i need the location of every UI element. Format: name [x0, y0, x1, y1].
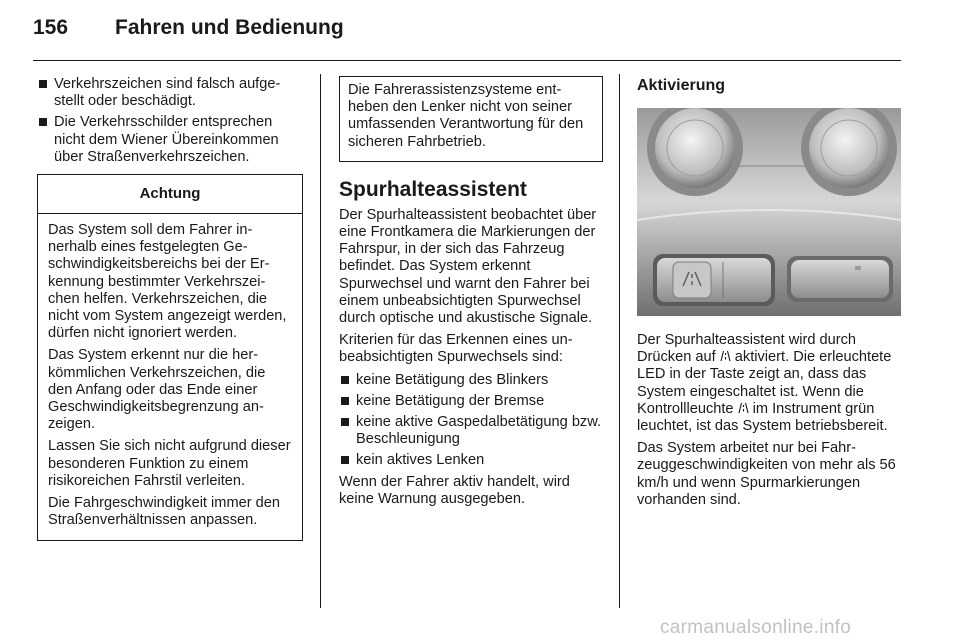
column-2 [339, 76, 603, 513]
closing-paragraph: Wenn der Fahrer aktiv handelt, wird keine Warnung ausgegeben. [339, 473, 570, 507]
warning-paragraph: Das System erkennt nur die herkömmlichen Verkehrszeichen, die den Anfang oder das Ende einer Geschwindigkeitsbegrenzung anzeigen. [48, 347, 266, 433]
section-title: Spurhalteassistent [339, 177, 527, 201]
bullet-icon [39, 80, 47, 88]
list-item: Verkehrszeichen sind falsch aufgestellt oder beschädigt. [37, 76, 305, 110]
list-item: kein aktives Lenken [339, 452, 603, 469]
button-photo [637, 108, 901, 316]
intro-paragraph: Der Spurhalteassistent beobachtet über eine Frontkamera die Markierungen der Fahrspur, in der sich das Fahrzeug befindet. Das System erkennt Spurwechsel und warnt den Fahrer bei einem unbeabsichtigten Spurwechsel durch optische und akustische Signale. [339, 206, 597, 327]
bullet-icon [341, 456, 349, 464]
bullet-icon [341, 397, 349, 405]
criteria-list [339, 372, 603, 470]
warning-paragraph: Das System soll dem Fahrer innerhalb eines festgelegten Geschwindigkeitsbereichs bei der Erkennung bestimmter Verkehrszeichen helfen. Verkehrszeichen, die nicht vom System angezeigt werden, dürfen nicht ignoriert werden. [48, 222, 287, 342]
page-number: 156 [33, 16, 69, 39]
column-3 [637, 76, 903, 514]
list-item: keine aktive Gaspedalbetätigung bzw. Beschleunigung [339, 414, 603, 448]
watermark: carmanualsonline.info [660, 617, 852, 638]
warning-box [37, 174, 303, 541]
dashboard-button-illustration [637, 108, 901, 316]
traffic-sign-limitations-list [37, 76, 305, 166]
page-title: Fahren und Bedienung [115, 16, 344, 39]
column-1 [37, 76, 305, 541]
column-divider-2 [619, 74, 620, 608]
warning-title: Achtung [38, 175, 302, 214]
bullet-icon [341, 418, 349, 426]
bullet-icon [341, 376, 349, 384]
warning-paragraph: Lassen Sie sich nicht aufgrund dieser besonderen Funktion zu einem risikoreichen Fahrstil verleiten. [48, 438, 291, 489]
warning-body [38, 214, 302, 540]
lane-assist-icon [738, 402, 749, 414]
speed-requirement-paragraph: Das System arbeitet nur bei Fahrzeuggeschwindigkeiten von mehr als 56 km/h und wenn Spurmarkierungen vorhanden sind. [637, 440, 896, 508]
header-rule [33, 60, 901, 61]
bullet-icon [39, 118, 47, 126]
info-box [339, 76, 603, 162]
lane-assist-icon [720, 350, 731, 362]
column-divider-1 [320, 74, 321, 608]
info-text: Die Fahrerassistenzsysteme entheben den Lenker nicht von seiner umfassenden Verantwortung für den sicheren Fahrbetrieb. [348, 82, 584, 150]
list-item: keine Betätigung der Bremse [339, 393, 603, 410]
list-item: keine Betätigung des Blinkers [339, 372, 603, 389]
criteria-intro: Kriterien für das Erkennen eines unbeabsichtigten Spurwechsels sind: [339, 332, 573, 366]
list-item: Die Verkehrsschilder entsprechen nicht dem Wiener Übereinkommen über Straßenverkehrszeichen. [37, 114, 305, 166]
activation-paragraph: Der Spurhalteassistent wird durch Drücken auf aktiviert. Die erleuchtete LED in der Taste zeigt an, dass das System eingeschaltet ist. Wenn die Kontrollleuchte im Instrument grün leuchtet, ist das System betriebsbereit. [637, 332, 892, 435]
warning-paragraph: Die Fahrgeschwindigkeit immer den Straßenverhältnissen anpassen. [48, 495, 280, 529]
subheading-aktivierung: Aktivierung [637, 77, 726, 94]
